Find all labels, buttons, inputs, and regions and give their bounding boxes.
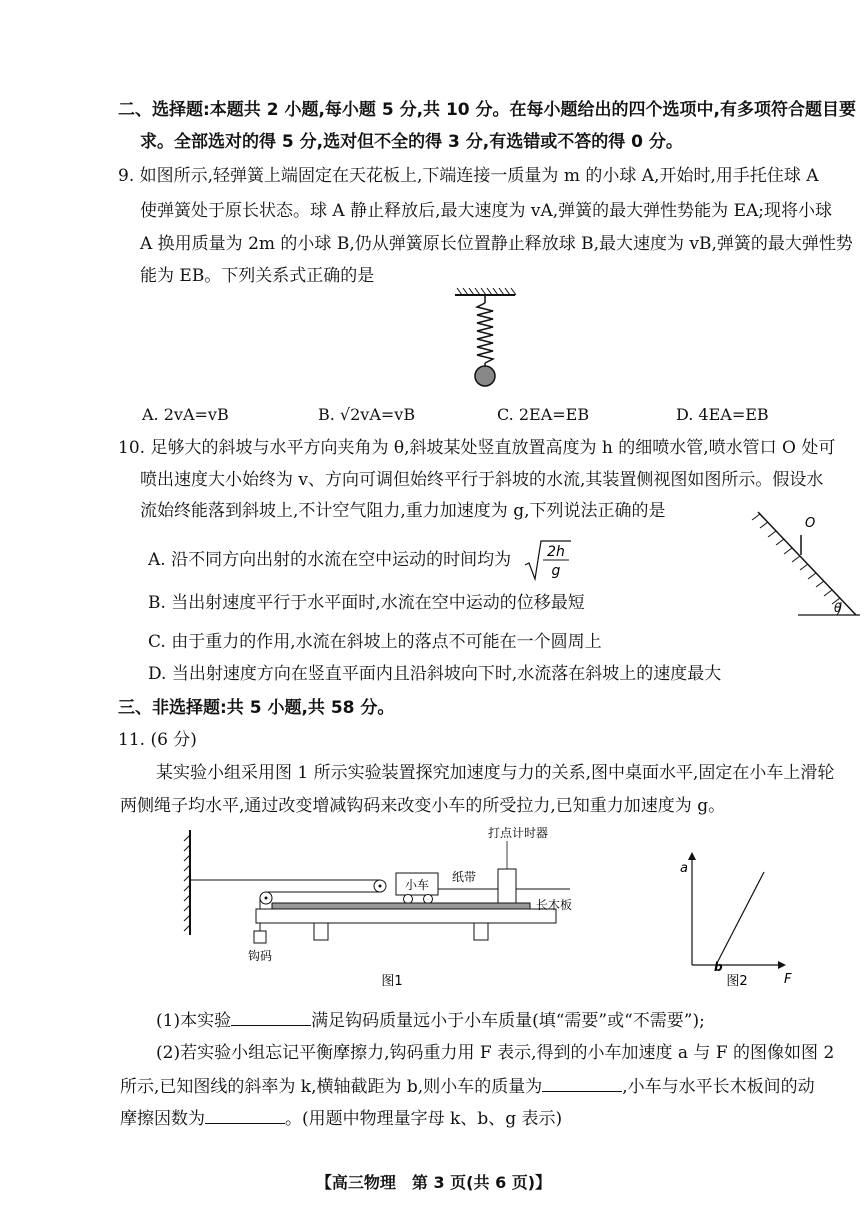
axis-a-label: a	[680, 861, 688, 876]
q10-option-d: D. 当出射速度方向在竖直平面内且沿斜坡向下时,水流落在斜坡上的速度最大	[148, 664, 722, 684]
q9-line1: 9. 如图所示,轻弹簧上端固定在天花板上,下端连接一质量为 m 的小球 A,开始时,用手托住球 A	[118, 166, 819, 186]
q10-line2: 喷出速度大小始终为 v、方向可调但始终平行于斜坡的水流,其装置侧视图如图所示。假设水	[140, 470, 824, 490]
q11-sub2-c1: 摩擦因数为	[120, 1109, 205, 1129]
answer-blank-1[interactable]	[231, 1009, 311, 1026]
apparatus-figure	[170, 825, 590, 995]
q9-line4: 能为 EB。下列关系式正确的是	[140, 266, 375, 286]
section2-heading-line1: 二、选择题:本题共 2 小题,每小题 5 分,共 10 分。在每小题给出的四个选项中,有多项符合题目要	[118, 100, 856, 120]
label-theta: θ	[834, 601, 842, 615]
label-tape: 纸带	[451, 870, 477, 884]
spring-figure	[445, 285, 525, 395]
figure2-caption: 图2	[726, 974, 748, 989]
page-footer: 【高三物理 第 3 页(共 6 页)】	[315, 1173, 552, 1192]
slope-figure	[738, 500, 863, 625]
q9-option-b: B. √2vA=vB	[318, 405, 416, 424]
label-o: O	[805, 516, 816, 531]
sqrt-denominator: g	[551, 563, 561, 579]
label-board: 长木板	[536, 898, 573, 912]
q10-option-a	[148, 544, 565, 579]
q11-sub1-b: 满足钩码质量远小于小车质量(填“需要”或“不需要”);	[311, 1011, 705, 1031]
q10-option-c: C. 由于重力的作用,水流在斜坡上的落点不可能在一个圆周上	[148, 632, 602, 652]
q9-line3: A 换用质量为 2m 的小球 B,仍从弹簧原长位置静止释放球 B,最大速度为 vB,弹簧的最大弹性势	[140, 234, 853, 254]
q11-header: 11. (6 分)	[118, 730, 197, 750]
label-weight: 钩码	[247, 949, 273, 963]
q11-sub2-c2: 。(用题中物理量字母 k、b、g 表示)	[285, 1109, 563, 1129]
q9-option-a: A. 2vA=vB	[142, 405, 229, 424]
answer-blank-3[interactable]	[205, 1107, 285, 1124]
graph-figure	[672, 850, 802, 995]
section3-heading: 三、非选择题:共 5 小题,共 58 分。	[118, 698, 395, 718]
q11-line2: 两侧绳子均水平,通过改变增减钩码来改变小车的所受拉力,已知重力加速度为 g。	[120, 796, 726, 816]
q10-option-b: B. 当出射速度平行于水平面时,水流在空中运动的位移最短	[148, 593, 585, 613]
q11-sub1-a: (1)本实验	[156, 1011, 232, 1031]
q10-option-a-text: A. 沿不同方向出射的水流在空中运动的时间均为	[148, 550, 512, 570]
label-timer: 打点计时器	[487, 826, 549, 840]
q9-option-c: C. 2EA=EB	[497, 405, 590, 424]
q9-line2: 使弹簧处于原长状态。球 A 静止释放后,最大速度为 vA,弹簧的最大弹性势能为 EA;现将小球	[140, 201, 832, 221]
sqrt-fraction	[523, 537, 573, 581]
q11-sub2-b1: 所示,已知图线的斜率为 k,横轴截距为 b,则小车的质量为	[120, 1077, 543, 1097]
q11-sub2-line1: (2)若实验小组忘记平衡摩擦力,钩码重力用 F 表示,得到的小车加速度 a 与 F 的图像如图 2	[156, 1043, 835, 1063]
q11-line1: 某实验小组采用图 1 所示实验装置探究加速度与力的关系,图中桌面水平,固定在小车上滑轮	[156, 763, 835, 783]
q11-sub2-line3	[120, 1107, 562, 1130]
axis-f-label: F	[784, 972, 792, 987]
sqrt-numerator: 2h	[547, 544, 565, 560]
intercept-label: b	[714, 960, 723, 974]
q11-sub1	[156, 1009, 705, 1032]
q11-sub2-b2: ,小车与水平长木板间的动	[622, 1077, 815, 1097]
q11-sub2-line2	[120, 1075, 815, 1098]
label-car: 小车	[404, 878, 430, 892]
q9-option-d: D. 4EA=EB	[676, 405, 769, 424]
section2-heading-line2: 求。全部选对的得 5 分,选对但不全的得 3 分,有选错或不答的得 0 分。	[140, 132, 683, 152]
figure1-caption: 图1	[381, 974, 403, 989]
q10-line1: 10. 足够大的斜坡与水平方向夹角为 θ,斜坡某处竖直放置高度为 h 的细喷水管,喷水管口 O 处可	[118, 438, 836, 458]
answer-blank-2[interactable]	[542, 1075, 622, 1092]
q10-line3: 流始终能落到斜坡上,不计空气阻力,重力加速度为 g,下列说法正确的是	[140, 501, 666, 521]
